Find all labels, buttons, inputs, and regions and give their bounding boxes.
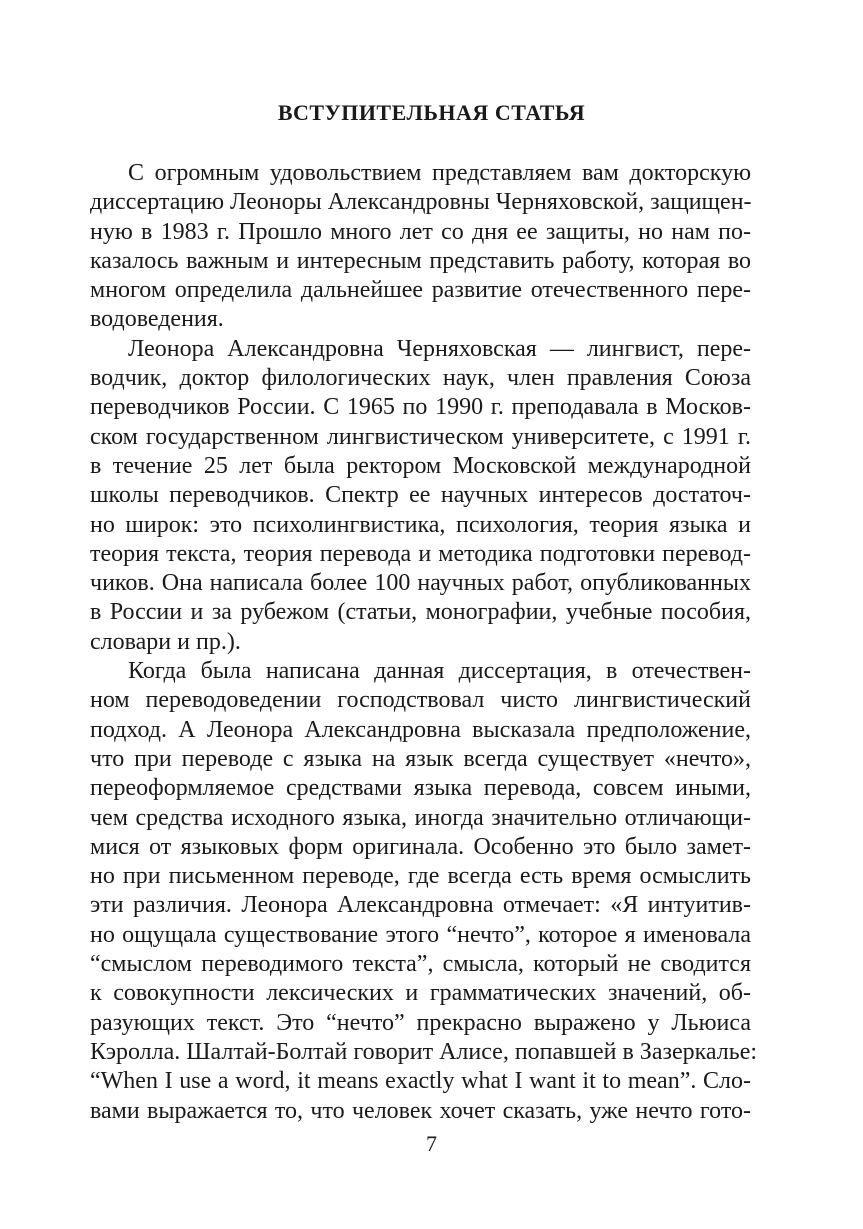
text-line: С огромным удовольствием представляем вам докторскую	[128, 160, 751, 186]
page-number: 7	[426, 1131, 437, 1156]
text-line: Когда была написана данная диссертация, в отечествен-	[128, 658, 751, 685]
text-line: разующих текст. Это “нечто” прекрасно выражено у Льюиса	[90, 1009, 751, 1036]
text-line: в течение 25 лет была ректором Московской международной	[90, 452, 751, 479]
text-line: школы переводчиков. Спектр ее научных интересов достаточ-	[90, 482, 751, 509]
text-line: “When I use a word, it means exactly what I want it to mean”. Сло-	[90, 1068, 751, 1095]
text-line: словари и пр.).	[90, 628, 241, 655]
text-line: но при письменном переводе, где всегда есть время осмыслить	[90, 863, 751, 890]
text-line: но широк: это психолингвистика, психология, теория языка и	[90, 511, 751, 538]
text-line: что при переводе с языка на язык всегда существует «нечто»,	[90, 745, 751, 772]
text-line: теория текста, теория перевода и методика подготовки перевод-	[90, 540, 751, 567]
body-text	[90, 159, 758, 1126]
text-line: вами выражается то, что человек хочет сказать, уже нечто гото-	[90, 1097, 751, 1124]
text-line: мися от языковых форм оригинала. Особенно это было замет-	[90, 833, 751, 860]
text-line: к совокупности лексических и грамматических значений, об-	[90, 980, 751, 1007]
text-line: водоведения.	[90, 306, 224, 333]
text-line: “смыслом переводимого текста”, смысла, который не сводится	[90, 951, 751, 978]
text-line: подход. А Леонора Александровна высказала предположение,	[90, 716, 751, 743]
text-line: многом определила дальнейшее развитие отечественного пере-	[90, 277, 751, 304]
text-line: водчик, доктор филологических наук, член правления Союза	[90, 365, 751, 392]
text-line: переводчиков России. С 1965 по 1990 г. преподавала в Москов-	[90, 394, 751, 421]
chapter-title: ВСТУПИТЕЛЬНАЯ СТАТЬЯ	[277, 100, 586, 125]
text-line: казалось важным и интересным представить работу, которая во	[90, 247, 751, 274]
text-line: ном переводоведении господствовал чисто лингвистический	[90, 687, 751, 714]
paragraph-3	[90, 657, 758, 1126]
text-line: чиков. Она написала более 100 научных работ, опубликованных	[90, 570, 751, 597]
text-line: ском государственном лингвистическом университете, с 1991 г.	[90, 423, 751, 450]
text-line: в России и за рубежом (статьи, монографии, учебные пособия,	[90, 599, 751, 626]
text-line: чем средства исходного языка, иногда значительно отличающи-	[90, 804, 751, 831]
text-line: Леонора Александровна Черняховская — лингвист, пере-	[128, 335, 751, 362]
paragraph-2	[90, 335, 751, 657]
text-line: Кэролла. Шалтай-Болтай говорит Алисе, попавшей в Зазеркалье:	[90, 1038, 758, 1065]
paragraph-1	[90, 159, 751, 335]
text-line: эти различия. Леонора Александровна отмечает: «Я интуитив-	[90, 892, 751, 919]
text-line: ную в 1983 г. Прошло много лет со дня ее защиты, но нам по-	[90, 218, 751, 245]
text-line: диссертацию Леоноры Александровны Черняховской, защищен-	[90, 189, 752, 216]
text-line: переоформляемое средствами языка перевода, совсем иными,	[90, 775, 751, 802]
text-line: но ощущала существование этого “нечто”, которое я именовала	[90, 921, 751, 948]
